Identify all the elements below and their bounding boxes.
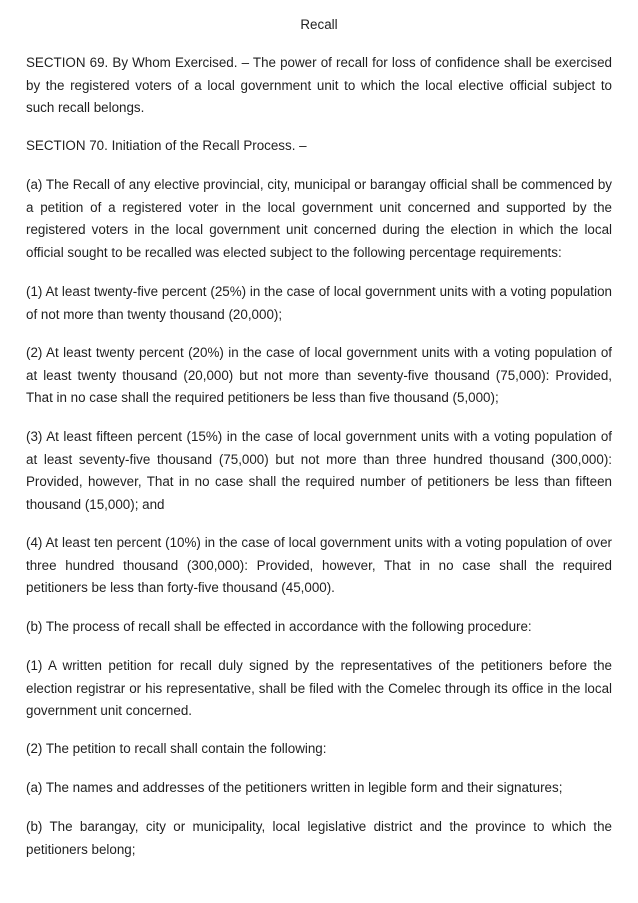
paragraph-70a-2: (2) At least twenty percent (20%) in the case of local government units with a voting population of at least twenty thousand (20,000) but not more than seventy-five thousand (75,000): Provided, That in no case shall the required petitioners be less than five thousand (5,000); — [26, 345, 612, 405]
paragraph-section-70-heading: SECTION 70. Initiation of the Recall Process. – — [26, 138, 307, 153]
paragraph-70b-2a: (a) The names and addresses of the petitioners written in legible form and their signatures; — [26, 780, 563, 795]
paragraph-section-69: SECTION 69. By Whom Exercised. – The power of recall for loss of confidence shall be exercised by the registered voters of a local government unit to which the local elective official subject to such recall belongs. — [26, 55, 612, 115]
paragraph-70a-1: (1) At least twenty-five percent (25%) in the case of local government units with a voting population of not more than twenty thousand (20,000); — [26, 284, 612, 322]
paragraph-70a-3: (3) At least fifteen percent (15%) in the case of local government units with a voting population of at least seventy-five thousand (75,000) but not more than three hundred thousand (300,000): Provided, however, That in no case shall the required number of petitioners be less than fifteen thousand (15,000); and — [26, 429, 612, 512]
paragraph-70b: (b) The process of recall shall be effected in accordance with the following procedure: — [26, 619, 532, 634]
paragraph-70a: (a) The Recall of any elective provincial, city, municipal or barangay official shall be commenced by a petition of a registered voter in the local government unit concerned and supported by the registered voters in the local government unit concerned during the election in which the local official sought to be recalled was elected subject to the following percentage requirements: — [26, 177, 612, 260]
paragraph-70b-2b: (b) The barangay, city or municipality, local legislative district and the province to which the petitioners belong; — [26, 819, 612, 857]
paragraph-70b-1: (1) A written petition for recall duly signed by the representatives of the petitioners before the election registrar or his representative, shall be filed with the Comelec through its office in the local government unit concerned. — [26, 658, 612, 718]
paragraph-70a-4: (4) At least ten percent (10%) in the case of local government units with a voting population of over three hundred thousand (300,000): Provided, however, That in no case shall the required petitioners be less than forty-five thousand (45,000). — [26, 535, 612, 595]
paragraph-70b-2: (2) The petition to recall shall contain the following: — [26, 741, 327, 756]
document-title: Recall — [300, 17, 338, 32]
